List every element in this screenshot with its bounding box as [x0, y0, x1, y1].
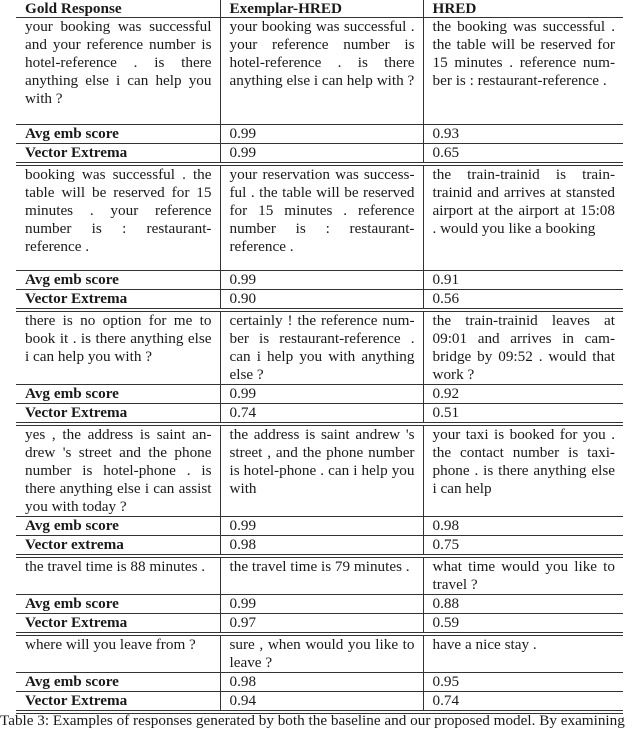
exemplar-score: 0.99: [220, 270, 423, 289]
metric-row-vector-extrema: [16, 535, 623, 556]
hred-response-cell: the train-trainid leaves at 09:01 and arrives in cambridge by 09:52 . would that work ?: [432, 311, 615, 383]
metric-label: Avg emb score: [16, 384, 220, 403]
hred-score: 0.95: [423, 672, 623, 691]
metric-row-vector-extrema: [16, 691, 623, 712]
header-exemplar-hred: Exemplar-HRED: [220, 0, 423, 18]
metric-row-avg-emb: [16, 125, 623, 144]
metric-label: Avg emb score: [16, 594, 220, 613]
hred-response-cell: what time would you like to travel ?: [432, 557, 615, 593]
exemplar-score: 0.74: [220, 403, 423, 424]
hred-response-cell: have a nice stay .: [432, 635, 537, 653]
metric-row-avg-emb: [16, 594, 623, 613]
gold-response-cell: booking was successful . the table will be reserved for 15 minutes . your reference number is : restaurant-reference .: [25, 166, 212, 255]
exemplar-score: 0.99: [220, 516, 423, 535]
exemplar-score: 0.99: [220, 144, 423, 165]
header-hred: HRED: [423, 0, 623, 18]
responses-comparison-table: [16, 0, 623, 714]
gold-response-cell: the travel time is 88 minutes .: [25, 557, 206, 575]
hred-response-cell: the train-trainid is train-trainid and arrives at stansted airport at the airport at 15:08 . would you like a booking: [432, 166, 615, 237]
hred-score: 0.91: [423, 270, 623, 289]
hred-score: 0.75: [423, 535, 623, 556]
hred-score: 0.88: [423, 594, 623, 613]
metric-label: Vector extrema: [16, 535, 220, 556]
gold-response-cell: there is no option for me to book it . is there anything else i can help you with ?: [25, 311, 212, 365]
hred-score: 0.56: [423, 289, 623, 310]
metric-label: Vector Extrema: [16, 144, 220, 165]
exemplar-score: 0.99: [220, 384, 423, 403]
table-caption: Table 3: Examples of responses generated by both the baseline and our proposed model. By examining: [0, 712, 625, 729]
exemplar-response-cell: sure , when would you like to leave ?: [220, 634, 423, 673]
metric-label: Avg emb score: [16, 516, 220, 535]
exemplar-score: 0.94: [220, 691, 423, 712]
exemplar-score: 0.99: [220, 594, 423, 613]
hred-score: 0.98: [423, 516, 623, 535]
metric-row-vector-extrema: [16, 613, 623, 634]
hred-score: 0.51: [423, 403, 623, 424]
gold-response-cell: your booking was successful and your reference number is hotel-reference . is there anything else i can help you with ?: [25, 18, 212, 107]
metric-row-avg-emb: [16, 384, 623, 403]
metric-row-avg-emb: [16, 516, 623, 535]
metric-row-vector-extrema: [16, 403, 623, 424]
hred-score: 0.59: [423, 613, 623, 634]
exemplar-score: 0.90: [220, 289, 423, 310]
exemplar-score: 0.97: [220, 613, 423, 634]
exemplar-response-cell: your booking was successful . your reference number is hotel-reference . is there anything else i can help with ?: [220, 18, 423, 125]
exemplar-response-cell: your reservation was successful . the table will be reserved for 15 minutes . reference number is : restaurant-reference .: [220, 164, 423, 270]
hred-response-cell: the booking was successful . the table will be reserved for 15 minutes . reference number is : restaurant-reference .: [432, 18, 615, 89]
header-gold-response: Gold Response: [16, 0, 220, 18]
gold-response-cell: yes , the address is saint andrew 's street and the phone number is hotel-phone . is there anything else i can assist you with today ?: [25, 425, 212, 515]
response-row: [16, 18, 623, 125]
exemplar-response-cell: the travel time is 79 minutes .: [220, 556, 423, 595]
metric-label: Vector Extrema: [16, 289, 220, 310]
response-row: [16, 164, 623, 270]
metric-row-vector-extrema: [16, 289, 623, 310]
metric-label: Vector Extrema: [16, 403, 220, 424]
response-row: [16, 634, 623, 673]
exemplar-score: 0.98: [220, 535, 423, 556]
response-row: [16, 556, 623, 595]
metric-label: Vector Extrema: [16, 691, 220, 712]
metric-label: Avg emb score: [16, 125, 220, 144]
metric-row-vector-extrema: [16, 144, 623, 165]
response-row: [16, 424, 623, 517]
hred-response-cell: your taxi is booked for you . the contact number is taxi-phone . is there anything else i can help: [432, 425, 615, 497]
gold-response-cell: where will you leave from ?: [25, 635, 196, 653]
metric-label: Avg emb score: [16, 270, 220, 289]
hred-score: 0.65: [423, 144, 623, 165]
hred-score: 0.74: [423, 691, 623, 712]
table-header-row: [16, 0, 623, 18]
hred-score: 0.92: [423, 384, 623, 403]
metric-label: Avg emb score: [16, 672, 220, 691]
response-row: [16, 310, 623, 385]
metric-row-avg-emb: [16, 270, 623, 289]
exemplar-response-cell: the address is saint andrew 's street , and the phone number is hotel-phone . can i help you with: [220, 424, 423, 517]
exemplar-score: 0.99: [220, 125, 423, 144]
hred-score: 0.93: [423, 125, 623, 144]
exemplar-response-cell: certainly ! the reference number is restaurant-reference . can i help you with anything else ?: [220, 310, 423, 385]
metric-row-avg-emb: [16, 672, 623, 691]
exemplar-score: 0.98: [220, 672, 423, 691]
metric-label: Vector Extrema: [16, 613, 220, 634]
